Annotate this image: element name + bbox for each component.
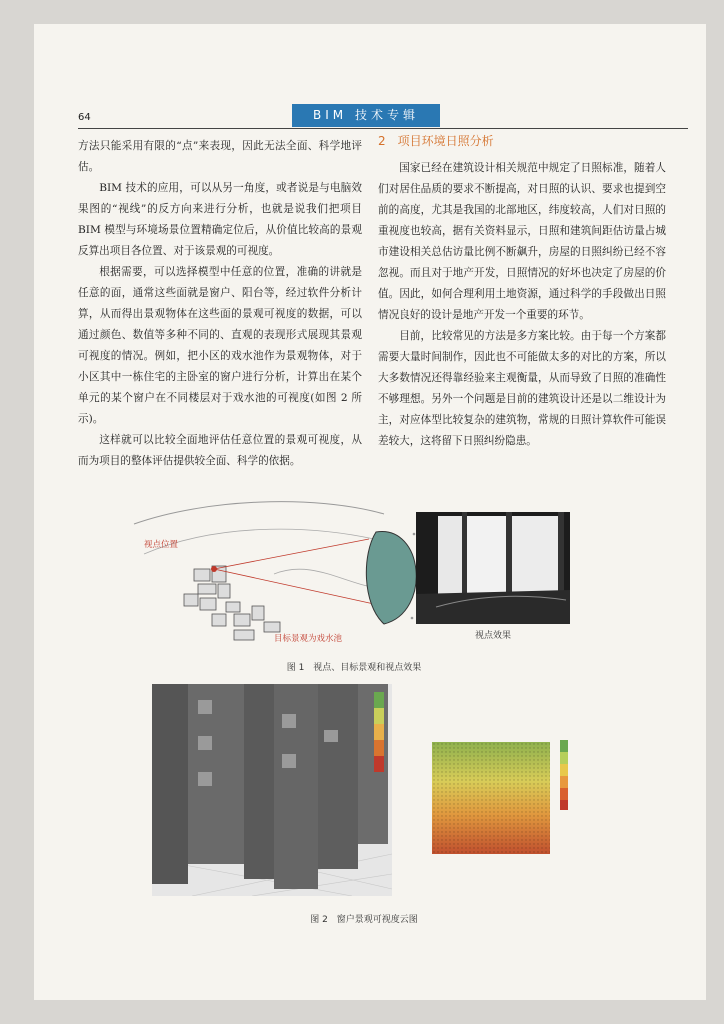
viewpoint-label: 视点位置 [144, 540, 179, 550]
section-title: 2 项目环境日照分析 [378, 134, 494, 148]
figure1-view-effect [416, 512, 570, 624]
section-banner: BIM 技术专辑 [292, 104, 440, 127]
figure1-site-plan [114, 494, 464, 649]
paragraph: 目前，比较常见的方法是多方案比较。由于每一个方案都需要大量时间制作，因此也不可能做太多的对比的方案，所以大多数情况还得靠经验来主观衡量，从而导致了日照的准确性不够理想。另外一个问题是目前的建筑设计还是以二维设计为主，对应体型比较复杂的建筑物，常规的日照计算软件可能误差较大，这将留下日照纠纷隐患。 [378, 330, 666, 447]
journal-page [34, 24, 706, 1000]
figure2-visibility-cloud [432, 742, 562, 854]
figure1-caption: 图 1 视点、目标景观和视点效果 [286, 663, 422, 673]
paragraph: 这样就可以比较全面地评估任意位置的景观可视度，从而为项目的整体评估提供较全面、科学的依据。 [78, 434, 362, 467]
paragraph: 根据需要，可以选择模型中任意的位置，准确的讲就是任意的面，通常这些面就是窗户、阳台等，经过软件分析计算，从而得出景观物体在这些面的景观可视度的数据，可以通过颜色、数值等多种不同的、直观的表现形式展现其景观可视度的情况。例如，把小区的戏水池作为景观物体，对于小区其中一栋住宅的主卧室的窗户进行分析，计算出在某个单元的某个窗户在不同楼层对于戏水池的可视度(如图 2 所示)。 [78, 266, 362, 425]
figure2-legend-bar [560, 740, 568, 810]
figure2-caption: 图 2 窗户景观可视度云图 [310, 915, 418, 925]
paragraph: 国家已经在建筑设计相关规范中规定了日照标准，随着人们对居住品质的要求不断提高，对日照的认识、要求也提到空前的高度，尤其是我国的北部地区，纬度较高，人们对日照的重视度也较高，据有关资料显示，日照和建筑间距估访量占城市建设相关总估访量比例不断飙升，房屋的日照纠纷已经不容忽视。而且对于地产开发，日照情况的好坏也决定了房屋的价值。因此，如何合理利用土地资源，通过科学的手段做出日照情况良好的设计是地产开发一个重要的环节。 [378, 162, 666, 321]
figure2-building-render [152, 684, 392, 896]
paragraph: BIM 技术的应用，可以从另一角度，或者说是与电脑效果图的“视线”的反方向来进行分析，也就是说我们把项目 BIM 模型与环境场景位置精确定位后，从价值比较高的景观反算出项目各位置、对于该景观的可视度。 [78, 182, 362, 257]
page-number: 64 [78, 112, 91, 123]
left-column [78, 136, 362, 472]
paragraph: 方法只能采用有限的“点”来表现，因此无法全面、科学地评估。 [78, 140, 362, 173]
target-label: 目标景观为戏水池 [274, 634, 343, 644]
header-rule [78, 128, 688, 129]
right-column [378, 158, 666, 452]
visibility-strip [374, 692, 384, 772]
view-effect-caption: 视点效果 [474, 631, 511, 641]
